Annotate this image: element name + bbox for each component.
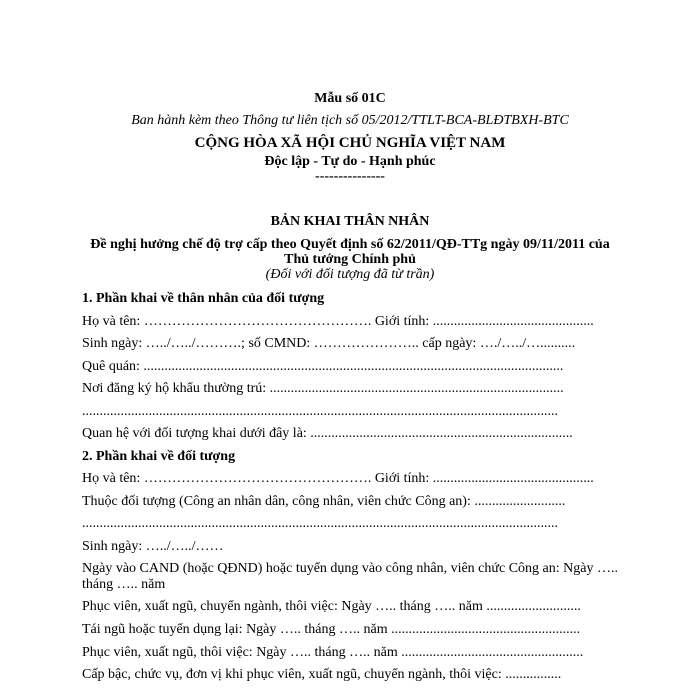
- form-line: tháng ….. năm: [82, 577, 166, 592]
- form-line: Quan hệ với đối tượng khai dưới đây là: ...........................................................................: [82, 426, 573, 441]
- form-line: Phục viên, xuất ngũ, thôi việc: Ngày ….. tháng ….. năm ....................................................: [82, 645, 584, 660]
- form-line: Thuộc đối tượng (Công an nhân dân, công nhân, viên chức Công an): ..........................: [82, 494, 566, 509]
- section1-heading: 1. Phần khai về thân nhân của đối tượng: [82, 291, 325, 306]
- national-motto: Độc lập - Tự do - Hạnh phúc: [264, 154, 436, 169]
- form-line: Phục viên, xuất ngũ, chuyển ngành, thôi việc: Ngày ….. tháng ….. năm ...........................: [82, 599, 581, 614]
- form-line: Tái ngũ hoặc tuyển dụng lại: Ngày ….. tháng ….. năm ......................................................: [82, 622, 581, 637]
- form-line: ........................................................................................................................................: [82, 516, 558, 531]
- document-subtitle-note: (Đối với đối tượng đã từ trần): [265, 267, 435, 282]
- form-line: Họ và tên: …………………………………………. Giới tính: ..............................................: [82, 314, 594, 329]
- section2-heading: 2. Phần khai về đối tượng: [82, 449, 236, 464]
- form-line: Ngày vào CAND (hoặc QĐND) hoặc tuyển dụng vào công nhân, viên chức Công an: Ngày …..: [82, 561, 618, 576]
- form-line: Nơi đăng ký hộ khẩu thường trú: ....................................................................................: [82, 381, 564, 396]
- form-line: Sinh ngày: …../…../……….; số CMND: ………………….. cấp ngày: …./…../…..........: [82, 336, 576, 351]
- form-line: ........................................................................................................................................: [82, 404, 558, 419]
- form-line: Sinh ngày: …../…../……: [82, 539, 224, 554]
- document-subtitle-line1: Đề nghị hưởng chế độ trợ cấp theo Quyết định số 62/2011/QĐ-TTg ngày 09/11/2011 của: [90, 237, 610, 252]
- header-separator: ---------------: [315, 169, 385, 184]
- form-line: Họ và tên: …………………………………………. Giới tính: ..............................................: [82, 471, 594, 486]
- document-title: BẢN KHAI THÂN NHÂN: [270, 214, 430, 229]
- document-subtitle-line2: Thủ tướng Chính phủ: [284, 252, 416, 267]
- form-line: Quê quán: ........................................................................................................................: [82, 359, 564, 374]
- country-name: CỘNG HÒA XÃ HỘI CHỦ NGHĨA VIỆT NAM: [194, 135, 506, 151]
- issued-with-note: Ban hành kèm theo Thông tư liên tịch số 05/2012/TTLT-BCA-BLĐTBXH-BTC: [131, 113, 569, 128]
- form-line: Cấp bậc, chức vụ, đơn vị khi phục viên, xuất ngũ, chuyển ngành, thôi việc: ................: [82, 667, 562, 682]
- form-number: Mẫu số 01C: [314, 91, 386, 106]
